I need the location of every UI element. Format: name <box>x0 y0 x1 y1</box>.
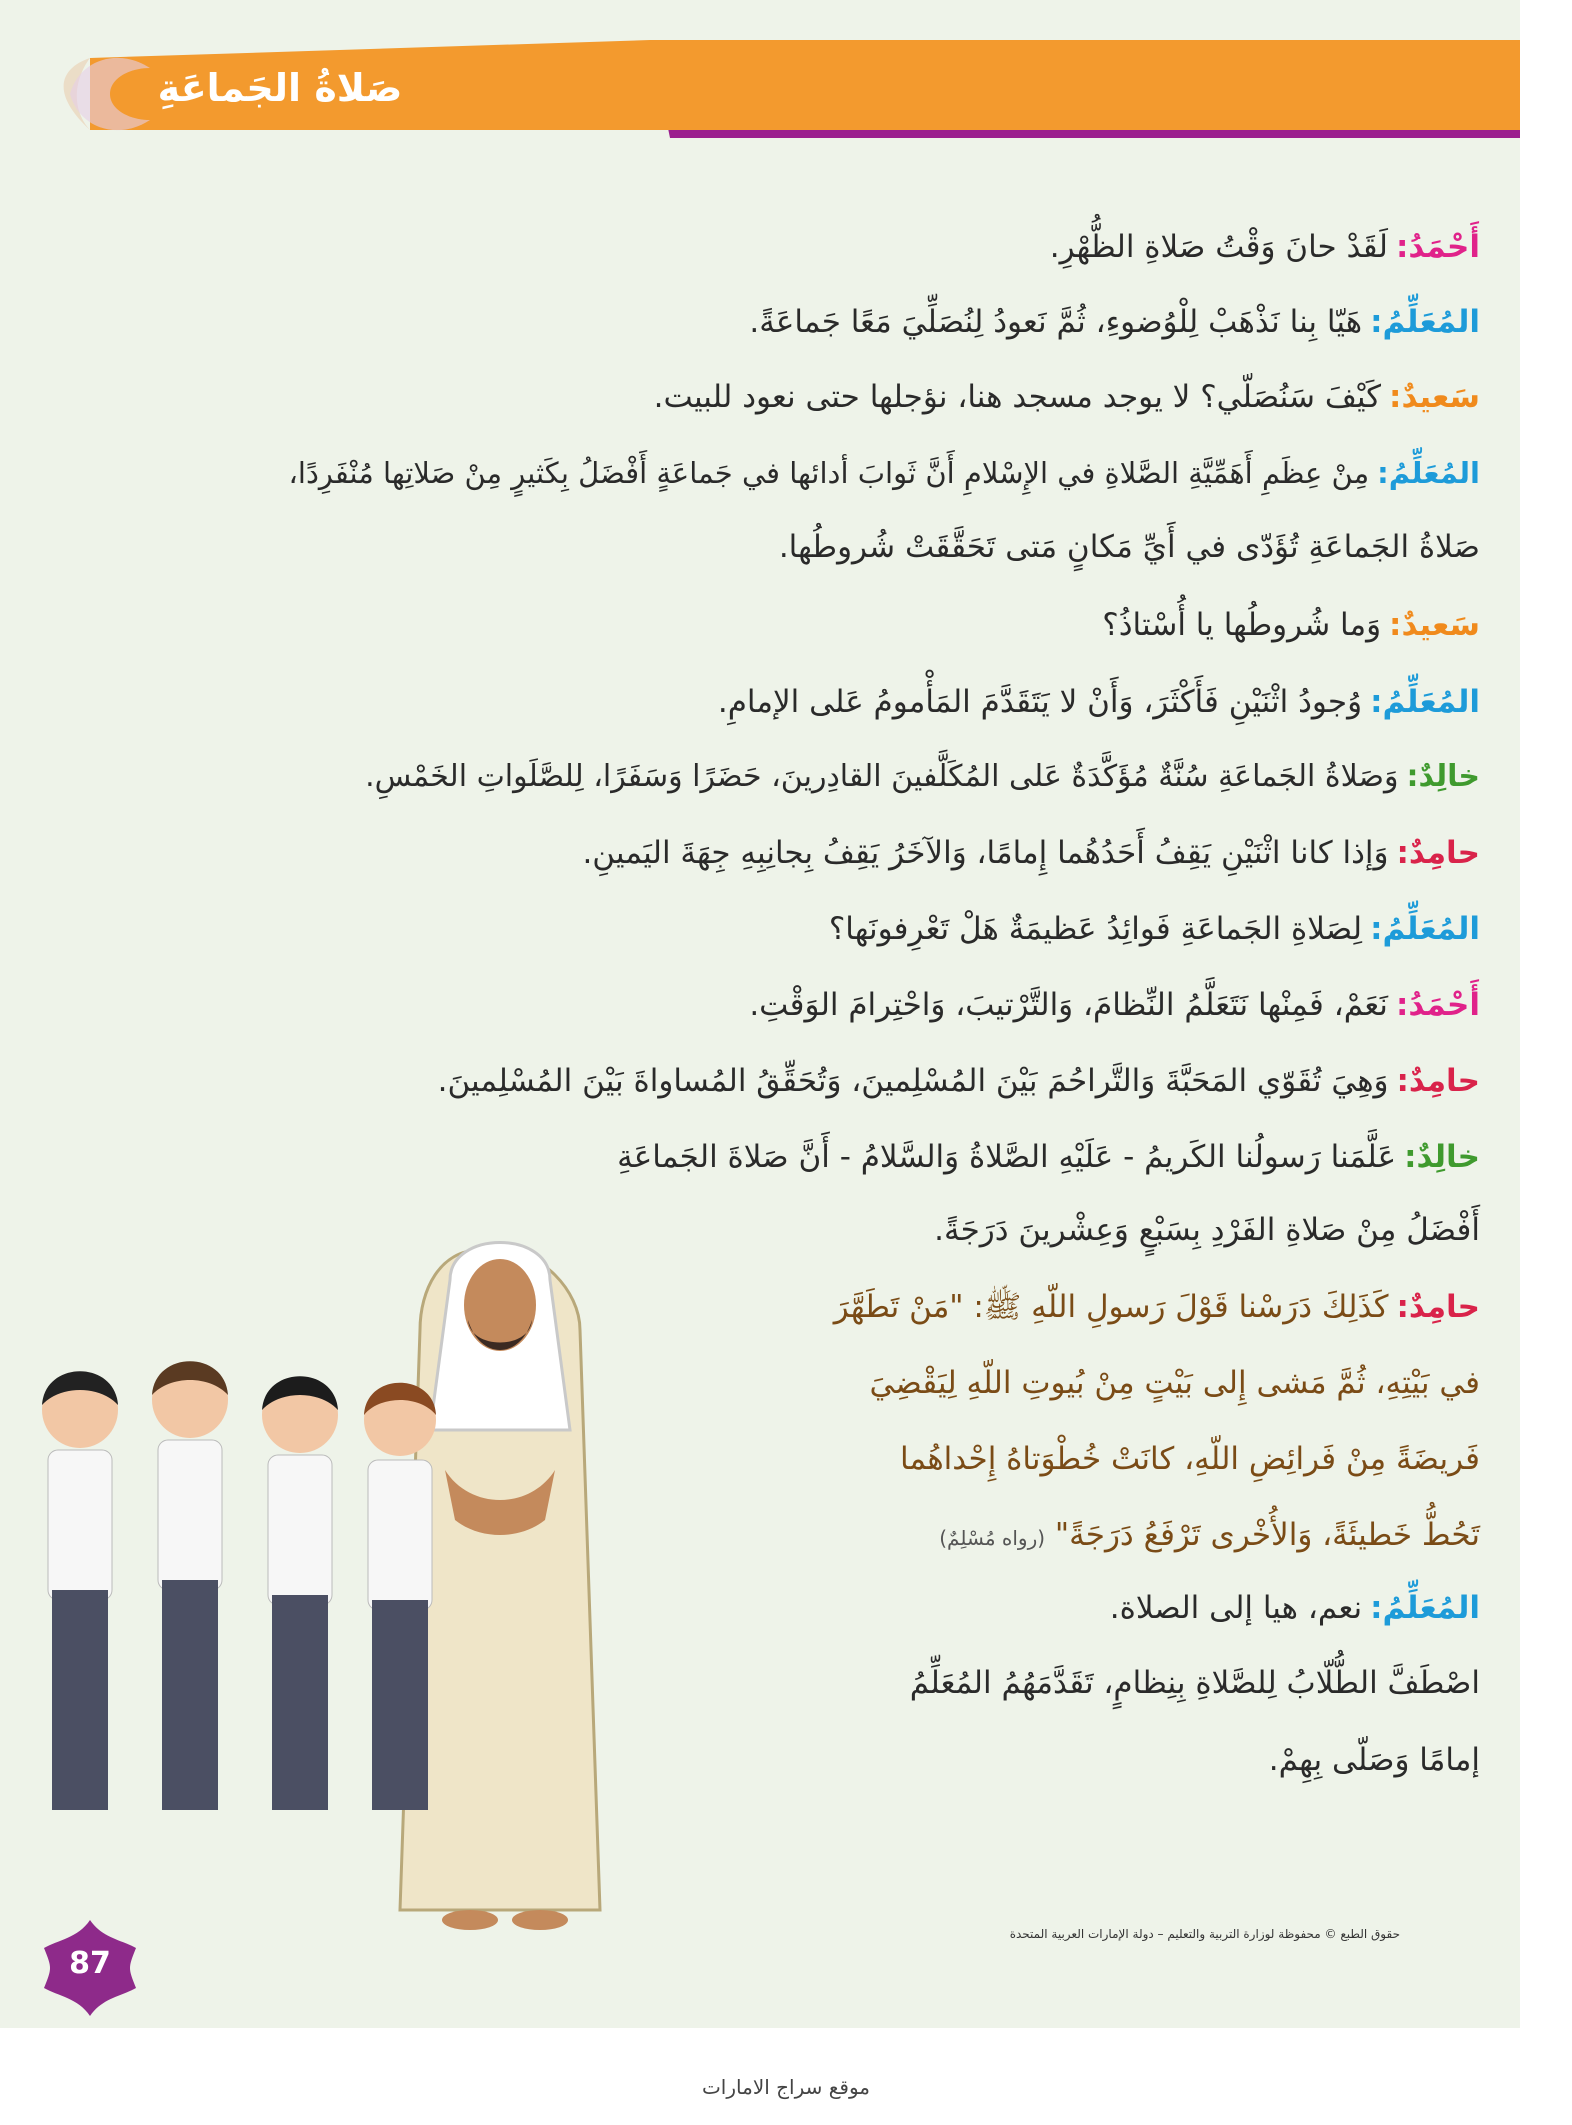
line-text: وُجودُ اثْنَيْنِ فَأَكْثَرَ، وَأَنْ لا يَتَقَدَّمَ المَأْمومُ عَلى الإمامِ. <box>717 684 1363 720</box>
speaker-label: المُعَلِّمُ: <box>1370 911 1480 947</box>
speaker-label: خالِدٌ: <box>1404 1139 1480 1175</box>
line-text: لَقَدْ حانَ وَقْتُ صَلاةِ الظُّهْرِ. <box>1049 229 1388 265</box>
dialogue-line <box>779 522 1480 572</box>
speaker-label: أَحْمَدُ: <box>1395 987 1480 1023</box>
page-number: 87 <box>69 1946 111 1981</box>
speaker-label: سَعيدٌ: <box>1389 379 1480 415</box>
speaker-label: حامِدٌ: <box>1396 1289 1480 1325</box>
dialogue-line <box>1102 600 1480 650</box>
site-footer: موقع سراج الامارات <box>701 2075 871 2099</box>
line-text: كَيْفَ سَنُصَلّي؟ لا يوجد مسجد هنا، نؤجلها حتى نعود للبيت. <box>653 379 1382 415</box>
line-text: نَعَمْ، فَمِنْها نَتَعَلَّمُ النِّظامَ، وَالتَّرْتيبَ، وَاحْتِرامَ الوَقْتِ. <box>749 987 1388 1023</box>
line-text: هَيّا بِنا نَذْهَبْ لِلْوُضوءِ، ثُمَّ نَعودُ لِنُصَلِّيَ مَعًا جَماعَةً. <box>749 304 1363 340</box>
hadith-source: (رواه مُسْلِمٌ) <box>939 1526 1046 1550</box>
speaker-label: خالِدٌ: <box>1406 759 1480 794</box>
copyright-notice: حقوق الطبع © محفوظة لوزارة التربية والتعليم – دولة الإمارات العربية المتحدة <box>1009 1927 1400 1941</box>
dialogue-line <box>1269 1735 1480 1785</box>
dialogue-line <box>749 297 1480 347</box>
line-text: تَحُطُّ خَطيئَةً، وَالأُخْرى تَرْفَعُ دَرَجَةً" <box>1054 1517 1480 1553</box>
line-text: أَفْضَلُ مِنْ صَلاةِ الفَرْدِ بِسَبْعٍ وَعِشْرينَ دَرَجَةً. <box>934 1212 1480 1248</box>
speaker-label: المُعَلِّمُ: <box>1370 304 1480 340</box>
dialogue-line <box>1110 1583 1480 1633</box>
line-text: إمامًا وَصَلّى بِهِمْ. <box>1268 1742 1480 1778</box>
hadith-line <box>869 1358 1480 1408</box>
line-text: صَلاةُ الجَماعَةِ تُؤَدّى في أَيِّ مَكانٍ مَتى تَحَقَّقَتْ شُروطُها. <box>778 529 1480 565</box>
speaker-label: سَعيدٌ: <box>1389 607 1480 643</box>
line-text: وَما شُروطُها يا أُسْتاذُ؟ <box>1102 607 1382 643</box>
line-text: مِنْ عِظَمِ أَهَمِّيَّةِ الصَّلاةِ في الإِسْلامِ أَنَّ ثَوابَ أدائها في جَماعَةٍ أَفْضَلُ بِكَثيرٍ مِنْ صَلاتِها مُنْفَرِدًا، <box>288 456 1370 490</box>
dialogue-line <box>438 1056 1480 1106</box>
dialogue-line <box>934 1205 1480 1255</box>
prayer-illustration <box>40 1210 760 1930</box>
line-text: عَلَّمَنا رَسولُنا الكَريمُ - عَلَيْهِ الصَّلاةُ وَالسَّلامُ - أَنَّ صَلاةَ الجَماعَةِ <box>617 1139 1397 1175</box>
students-group <box>42 1361 436 1810</box>
dialogue-line <box>617 1132 1480 1182</box>
speaker-label: أَحْمَدُ: <box>1395 229 1480 265</box>
line-text: كَذَلِكَ دَرَسْنا قَوْلَ رَسولِ اللّهِ ﷺ: "مَنْ تَطَهَّرَ <box>833 1289 1389 1325</box>
line-text: وَإذا كانا اثْنَيْنِ يَقِفُ أَحَدُهُما إِمامًا، وَالآخَرُ يَقِفُ بِجانِبِهِ جِهَةَ اليَمينِ. <box>582 835 1389 871</box>
hadith-line <box>939 1510 1480 1563</box>
speaker-label: المُعَلِّمُ: <box>1377 456 1480 490</box>
dialogue-line <box>910 1658 1480 1708</box>
line-text: نعم، هيا إلى الصلاة. <box>1109 1590 1363 1626</box>
dialogue-line <box>582 828 1480 878</box>
speaker-label: حامِدٌ: <box>1396 1063 1480 1099</box>
dialogue-line <box>749 980 1480 1030</box>
dialogue-line <box>654 372 1480 422</box>
line-text: فَريضَةً مِنْ فَرائِضِ اللّهِ، كانَتْ خُطْوَتاهُ إِحْداهُما <box>899 1441 1480 1477</box>
line-text: لِصَلاةِ الجَماعَةِ فَوائِدُ عَظيمَةٌ هَلْ تَعْرِفونَها؟ <box>828 911 1363 947</box>
line-text: وَهِيَ تُقَوّي المَحَبَّةَ وَالتَّراحُمَ بَيْنَ المُسْلِمينَ، وَتُحَقِّقُ المُساواةَ بَيْنَ المُسْلِمينَ. <box>437 1063 1389 1099</box>
line-text: اصْطَفَّ الطُّلّابُ لِلصَّلاةِ بِنِظامٍ، تَقَدَّمَهُمُ المُعَلِّمُ <box>909 1665 1480 1701</box>
speaker-label: المُعَلِّمُ: <box>1370 684 1480 720</box>
dialogue-line <box>1050 222 1480 272</box>
dialogue-line <box>718 677 1480 727</box>
hadith-line <box>900 1434 1480 1484</box>
dialogue-line <box>289 448 1480 498</box>
dialogue-line <box>834 1282 1480 1332</box>
line-text: وَصَلاةُ الجَماعَةِ سُنَّةٌ مُؤَكَّدَةٌ عَلى المُكَلَّفينَ القادِرينَ، حَضَرًا وَسَفَرًا، لِلصَّلَواتِ الخَمْسِ. <box>365 759 1399 794</box>
speaker-label: المُعَلِّمُ: <box>1370 1590 1480 1626</box>
line-text: في بَيْتِهِ، ثُمَّ مَشى إِلى بَيْتٍ مِنْ بُيوتِ اللّهِ لِيَقْضِيَ <box>869 1365 1480 1401</box>
speaker-label: حامِدٌ: <box>1396 835 1480 871</box>
page-title: صَلاةُ الجَماعَةِ <box>157 66 403 110</box>
dialogue-line <box>365 752 1480 802</box>
dialogue-line <box>829 904 1480 954</box>
